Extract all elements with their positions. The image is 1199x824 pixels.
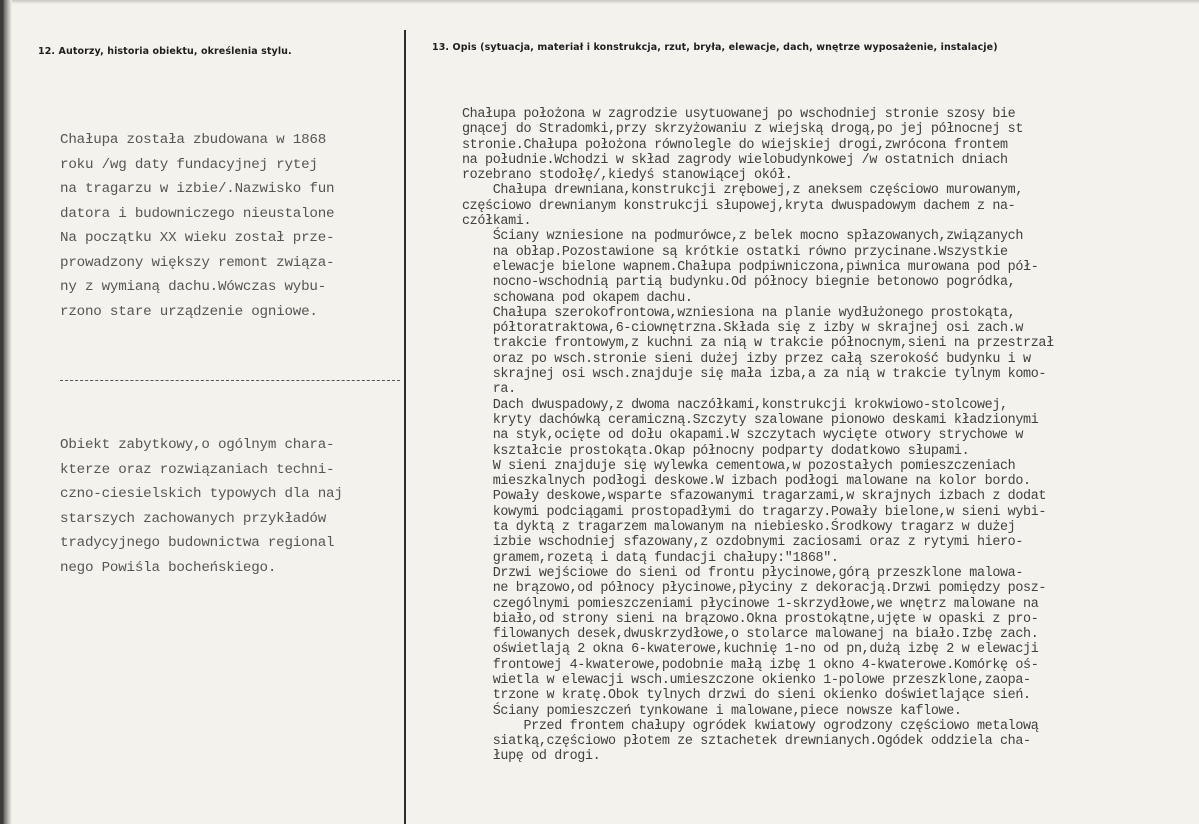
description-line: na południe.Wchodzi w skład zagrody wielobudynkowej /w ostatnich dniach xyxy=(462,152,1008,168)
description-line: ra. xyxy=(462,382,516,398)
description-line: czególnymi pomieszczeniami płycinowe 1-skrzydłowe,we wnętrz malowane na xyxy=(462,596,1039,612)
history-line: roku /wg daty fundacyjnej rytej xyxy=(60,156,318,173)
history-line: Chałupa została zbudowana w 1868 xyxy=(60,132,327,148)
section-13-header: 13. Opis (sytuacja, materiał i konstrukcja, rzut, bryła, elewacje, dach, wnętrze wyposażenie, instalacje) xyxy=(432,42,998,53)
description-line: półtoratraktowa,6-ciownętrzna.Składa się z izby w skrajnej osi zach.w xyxy=(462,321,1024,337)
description-line: skrajnej osi wsch.znajduje się mała izba,a za nią w trakcie tylnym komo- xyxy=(462,367,1047,383)
characteristics-text xyxy=(60,433,343,580)
characteristics-line: czno-ciesielskich typowych dla naj xyxy=(60,486,343,502)
description-line: frontowej 4-kwaterowe,podobnie małą izbę 1 okno 4-kwaterowe.Komórkę oś- xyxy=(462,657,1039,673)
description-line: trakcie frontowym,z kuchni za nią w trakcie północnym,sieni na przestrzał xyxy=(462,336,1054,352)
description-line: Powały deskowe,wsparte sfazowanymi tragarzami,w skrajnych izbach z dodat xyxy=(462,489,1047,505)
description-text xyxy=(462,107,1054,765)
description-line: W sieni znajduje się wylewka cementowa,w pozostałych pomieszczeniach xyxy=(462,458,1016,474)
description-line: na styk,ocięte od dołu okapami.W szczytach wycięte otwory strychowe w xyxy=(462,428,1024,444)
description-line: stronie.Chałupa położona równolegle do wiejskiej drogi,zwrócona frontem xyxy=(462,137,1008,153)
description-line: trzone w kratę.Obok tylnych drzwi do sieni okienko doświetlające sień. xyxy=(462,688,1031,704)
description-line: Ściany pomieszczeń tynkowane i malowane,piece nowsze kaflowe. xyxy=(462,703,962,719)
description-line: ta dyktą z tragarzem malowanym na niebiesko.Środkowy tragarz w dużej xyxy=(462,520,1016,536)
history-text xyxy=(60,128,334,324)
description-line: kształcie prostokąta.Okap północny podparty dodatkowo słupami. xyxy=(462,443,970,459)
page-left-edge xyxy=(0,0,12,824)
description-line: schowana pod okapem dachu. xyxy=(462,290,693,306)
history-line: na tragarzu w izbie/.Nazwisko fun xyxy=(60,181,335,197)
section-separator xyxy=(60,380,400,381)
description-line: Ściany wzniesione na podmurówce,z belek mocno spłazowanych,związanych xyxy=(462,229,1024,245)
description-line: siatką,częściowo płotem ze sztachetek drewnianych.Ogódek oddziela cha- xyxy=(462,734,1031,750)
description-line: kryty dachówką ceramiczną.Szczyty szalowane pionowo deskami kładzionymi xyxy=(462,412,1039,428)
section-12-header: 12. Autorzy, historia obiektu, określenia stylu. xyxy=(38,46,292,57)
history-line: ny z wymianą dachu.Wówczas wybu- xyxy=(60,279,327,295)
characteristics-line: nego Powiśla bocheńskiego. xyxy=(60,559,277,576)
description-line: Chałupa szerokofrontowa,wzniesiona na planie wydłużonego prostokąta, xyxy=(462,305,1016,321)
description-line: ne brązowo,od północy płycinowe,płyciny z dekoracją.Drzwi pomiędzy posz- xyxy=(462,581,1047,597)
description-line: kowymi podciągami prostopadłymi do tragarzy.Powały bielone,w sieni wybi- xyxy=(462,504,1047,520)
description-line: łupę od drogi. xyxy=(462,749,601,765)
description-line: oraz po wsch.stronie sieni dużej izby przez całą szerokość budynku i w xyxy=(462,351,1031,367)
description-line: Przed frontem chałupy ogródek kwiatowy ogrodzony częściowo metalową xyxy=(462,718,1039,734)
description-line: częściowo drewnianym konstrukcji słupowej,kryta dwuspadowym dachem z na- xyxy=(462,198,1016,214)
description-line: gnącej do Stradomki,przy skrzyżowaniu z wiejską drogą,po jej północnej st xyxy=(462,122,1024,138)
description-line: Drzwi wejściowe do sieni od frontu płycinowe,górą przeszklone malowa- xyxy=(462,565,1024,581)
column-divider xyxy=(404,30,406,824)
page-top-edge xyxy=(0,0,1199,4)
description-line: nocno-wschodnią partią budynku.Od północy biegnie betonowo pogródka, xyxy=(462,275,1016,291)
description-line: gramem,rozetą i datą fundacji chałupy:"1868". xyxy=(462,550,839,566)
description-line: biało,od strony sieni na brązowo.Okna prostokątne,ujęte w opaski z pro- xyxy=(462,611,1039,627)
history-line: datora i budowniczego nieustalone xyxy=(60,205,335,222)
description-line: Dach dwuspadowy,z dwoma naczółkami,konstrukcji krokwiowo-stolcowej, xyxy=(462,397,1008,413)
history-line: rzono stare urządzenie ogniowe. xyxy=(60,303,318,320)
characteristics-line: starszych zachowanych przykładów xyxy=(60,510,327,527)
characteristics-line: Obiekt zabytkowy,o ogólnym chara- xyxy=(60,437,335,453)
description-line: wietla w elewacji wsch.umieszczone okienko 1-polowe przeszklone,zaopa- xyxy=(462,672,1031,688)
history-line: prowadzony większy remont związa- xyxy=(60,254,335,271)
description-line: oświetlają 2 okna 6-kwaterowe,kuchnię 1-no od pn,dużą izbę 2 w elewacji xyxy=(462,642,1039,658)
characteristics-line: tradycyjnego budownictwa regional xyxy=(60,535,335,551)
description-line: czółkami. xyxy=(462,214,532,230)
description-line: mieszkalnych podłogi deskowe.W izbach podłogi malowane na kolor bordo. xyxy=(462,474,1031,490)
description-line: rozebrano stodołę/,kiedyś stanowiącej okół. xyxy=(462,168,793,184)
description-line: Chałupa drewniana,konstrukcji zrębowej,z aneksem częściowo murowanym, xyxy=(462,183,1024,199)
history-line: Na początku XX wieku został prze- xyxy=(60,230,335,246)
description-line: izbie wschodniej sfazowany,z ozdobnymi zaciosami oraz z rytymi hiero- xyxy=(462,535,1024,551)
description-line: elewacje bielone wapnem.Chałupa podpiwniczona,piwnica murowana pod pół- xyxy=(462,259,1039,275)
characteristics-line: kterze oraz rozwiązaniach techni- xyxy=(60,461,335,478)
description-line: Chałupa położona w zagrodzie usytuowanej po wschodniej stronie szosy bie xyxy=(462,107,1016,122)
description-line: filowanych desek,dwuskrzydłowe,o stolarce malowanej na biało.Izbę zach. xyxy=(462,627,1039,643)
description-line: na obłap.Pozostawione są krótkie ostatki równo przycinane.Wszystkie xyxy=(462,244,1008,260)
